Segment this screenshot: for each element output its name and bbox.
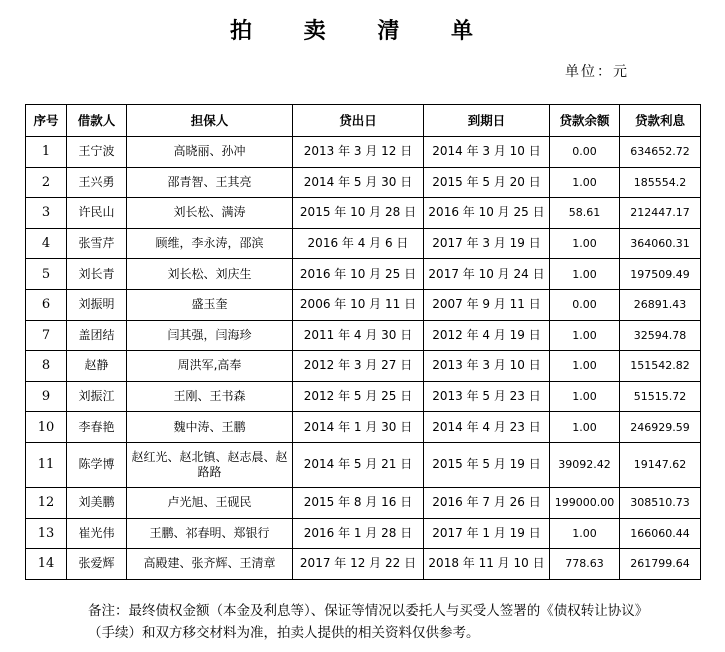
cell-due-date: 2017 年 3 月 19 日 <box>424 228 550 259</box>
cell-guarantor: 闫其强，闫海珍 <box>127 320 293 351</box>
cell-due-date: 2014 年 4 月 23 日 <box>424 412 550 443</box>
table-row <box>26 137 701 168</box>
cell-due-date: 2007 年 9 月 11 日 <box>424 289 550 320</box>
cell-no: 10 <box>26 412 67 443</box>
cell-interest: 185554.2 <box>620 167 701 198</box>
cell-borrower: 李春艳 <box>67 412 127 443</box>
cell-no: 7 <box>26 320 67 351</box>
table-row <box>26 320 701 351</box>
cell-loan-date: 2014 年 5 月 30 日 <box>293 167 424 198</box>
cell-borrower: 陈学博 <box>67 442 127 487</box>
table-row <box>26 228 701 259</box>
cell-interest: 364060.31 <box>620 228 701 259</box>
cell-balance: 58.61 <box>550 198 620 229</box>
cell-balance: 0.00 <box>550 137 620 168</box>
table-row <box>26 442 701 487</box>
header-no: 序号 <box>26 105 67 137</box>
cell-guarantor: 王刚、王书森 <box>127 381 293 412</box>
cell-no: 5 <box>26 259 67 290</box>
cell-loan-date: 2011 年 4 月 30 日 <box>293 320 424 351</box>
cell-due-date: 2013 年 3 月 10 日 <box>424 351 550 382</box>
cell-no: 11 <box>26 442 67 487</box>
cell-due-date: 2017 年 1 月 19 日 <box>424 518 550 549</box>
cell-balance: 39092.42 <box>550 442 620 487</box>
cell-loan-date: 2012 年 5 月 25 日 <box>293 381 424 412</box>
table-row <box>26 198 701 229</box>
cell-borrower: 王兴勇 <box>67 167 127 198</box>
cell-guarantor: 周洪军,高奉 <box>127 351 293 382</box>
table-row <box>26 549 701 580</box>
cell-interest: 19147.62 <box>620 442 701 487</box>
cell-loan-date: 2013 年 3 月 12 日 <box>293 137 424 168</box>
cell-loan-date: 2012 年 3 月 27 日 <box>293 351 424 382</box>
note-text: 备注：最终债权金额（本金及利息等）、保证等情况以委托人与买受人签署的《债权转让协议》（手续）和双方移交材料为准，拍卖人提供的相关资料仅供参考。 <box>88 603 649 641</box>
cell-loan-date: 2015 年 10 月 28 日 <box>293 198 424 229</box>
cell-guarantor: 高晓丽、孙冲 <box>127 137 293 168</box>
cell-no: 4 <box>26 228 67 259</box>
table-body <box>26 137 701 580</box>
cell-loan-date: 2015 年 8 月 16 日 <box>293 487 424 518</box>
cell-due-date: 2013 年 5 月 23 日 <box>424 381 550 412</box>
header-interest: 贷款利息 <box>620 105 701 137</box>
unit-label: 单位：元 <box>565 64 629 80</box>
cell-guarantor: 顾维，李永涛，邵滨 <box>127 228 293 259</box>
cell-balance: 1.00 <box>550 320 620 351</box>
cell-borrower: 张雪芹 <box>67 228 127 259</box>
cell-due-date: 2018 年 11 月 10 日 <box>424 549 550 580</box>
cell-loan-date: 2016 年 10 月 25 日 <box>293 259 424 290</box>
cell-borrower: 许民山 <box>67 198 127 229</box>
cell-due-date: 2016 年 10 月 25 日 <box>424 198 550 229</box>
cell-interest: 634652.72 <box>620 137 701 168</box>
cell-guarantor: 邵青智、王其亮 <box>127 167 293 198</box>
cell-due-date: 2016 年 7 月 26 日 <box>424 487 550 518</box>
table-row <box>26 412 701 443</box>
cell-guarantor: 魏中涛、王鹏 <box>127 412 293 443</box>
cell-interest: 26891.43 <box>620 289 701 320</box>
header-guarantor: 担保人 <box>127 105 293 137</box>
table-row <box>26 259 701 290</box>
cell-borrower: 刘美鹏 <box>67 487 127 518</box>
cell-guarantor: 赵红光、赵北镇、赵志晨、赵路路 <box>127 442 293 487</box>
table-row <box>26 381 701 412</box>
auction-table <box>25 104 701 580</box>
cell-no: 13 <box>26 518 67 549</box>
cell-no: 6 <box>26 289 67 320</box>
cell-interest: 212447.17 <box>620 198 701 229</box>
cell-borrower: 张爱辉 <box>67 549 127 580</box>
cell-due-date: 2014 年 3 月 10 日 <box>424 137 550 168</box>
table-row <box>26 167 701 198</box>
cell-guarantor: 盛玉奎 <box>127 289 293 320</box>
cell-balance: 1.00 <box>550 167 620 198</box>
cell-borrower: 刘振江 <box>67 381 127 412</box>
cell-balance: 778.63 <box>550 549 620 580</box>
cell-no: 3 <box>26 198 67 229</box>
cell-borrower: 王宁波 <box>67 137 127 168</box>
cell-guarantor: 刘长松、刘庆生 <box>127 259 293 290</box>
cell-balance: 0.00 <box>550 289 620 320</box>
cell-loan-date: 2016 年 4 月 6 日 <box>293 228 424 259</box>
cell-due-date: 2017 年 10 月 24 日 <box>424 259 550 290</box>
cell-borrower: 赵静 <box>67 351 127 382</box>
cell-guarantor: 王鹏、祁春明、郑银行 <box>127 518 293 549</box>
cell-interest: 151542.82 <box>620 351 701 382</box>
cell-balance: 1.00 <box>550 228 620 259</box>
cell-interest: 51515.72 <box>620 381 701 412</box>
cell-balance: 199000.00 <box>550 487 620 518</box>
cell-due-date: 2015 年 5 月 19 日 <box>424 442 550 487</box>
cell-due-date: 2015 年 5 月 20 日 <box>424 167 550 198</box>
cell-balance: 1.00 <box>550 518 620 549</box>
cell-balance: 1.00 <box>550 351 620 382</box>
cell-loan-date: 2017 年 12 月 22 日 <box>293 549 424 580</box>
header-loan-date: 贷出日 <box>293 105 424 137</box>
header-borrower: 借款人 <box>67 105 127 137</box>
cell-no: 9 <box>26 381 67 412</box>
cell-no: 8 <box>26 351 67 382</box>
cell-no: 2 <box>26 167 67 198</box>
cell-balance: 1.00 <box>550 381 620 412</box>
cell-borrower: 崔光伟 <box>67 518 127 549</box>
cell-interest: 197509.49 <box>620 259 701 290</box>
header-due-date: 到期日 <box>424 105 550 137</box>
header-balance: 贷款余额 <box>550 105 620 137</box>
cell-borrower: 刘长青 <box>67 259 127 290</box>
page-title: 拍 卖 清 单 <box>230 18 495 44</box>
table-row <box>26 289 701 320</box>
cell-interest: 166060.44 <box>620 518 701 549</box>
cell-interest: 261799.64 <box>620 549 701 580</box>
table-header-row <box>26 105 701 137</box>
cell-loan-date: 2006 年 10 月 11 日 <box>293 289 424 320</box>
cell-no: 1 <box>26 137 67 168</box>
cell-loan-date: 2014 年 5 月 21 日 <box>293 442 424 487</box>
cell-borrower: 盖团结 <box>67 320 127 351</box>
cell-interest: 32594.78 <box>620 320 701 351</box>
cell-no: 12 <box>26 487 67 518</box>
cell-interest: 308510.73 <box>620 487 701 518</box>
table-row <box>26 518 701 549</box>
cell-loan-date: 2016 年 1 月 28 日 <box>293 518 424 549</box>
table-row <box>26 351 701 382</box>
cell-due-date: 2012 年 4 月 19 日 <box>424 320 550 351</box>
cell-interest: 246929.59 <box>620 412 701 443</box>
cell-no: 14 <box>26 549 67 580</box>
cell-guarantor: 高殿建、张齐辉、王清章 <box>127 549 293 580</box>
cell-guarantor: 卢光旭、王砚民 <box>127 487 293 518</box>
cell-guarantor: 刘长松、满涛 <box>127 198 293 229</box>
cell-balance: 1.00 <box>550 412 620 443</box>
cell-borrower: 刘振明 <box>67 289 127 320</box>
table-row <box>26 487 701 518</box>
cell-loan-date: 2014 年 1 月 30 日 <box>293 412 424 443</box>
cell-balance: 1.00 <box>550 259 620 290</box>
